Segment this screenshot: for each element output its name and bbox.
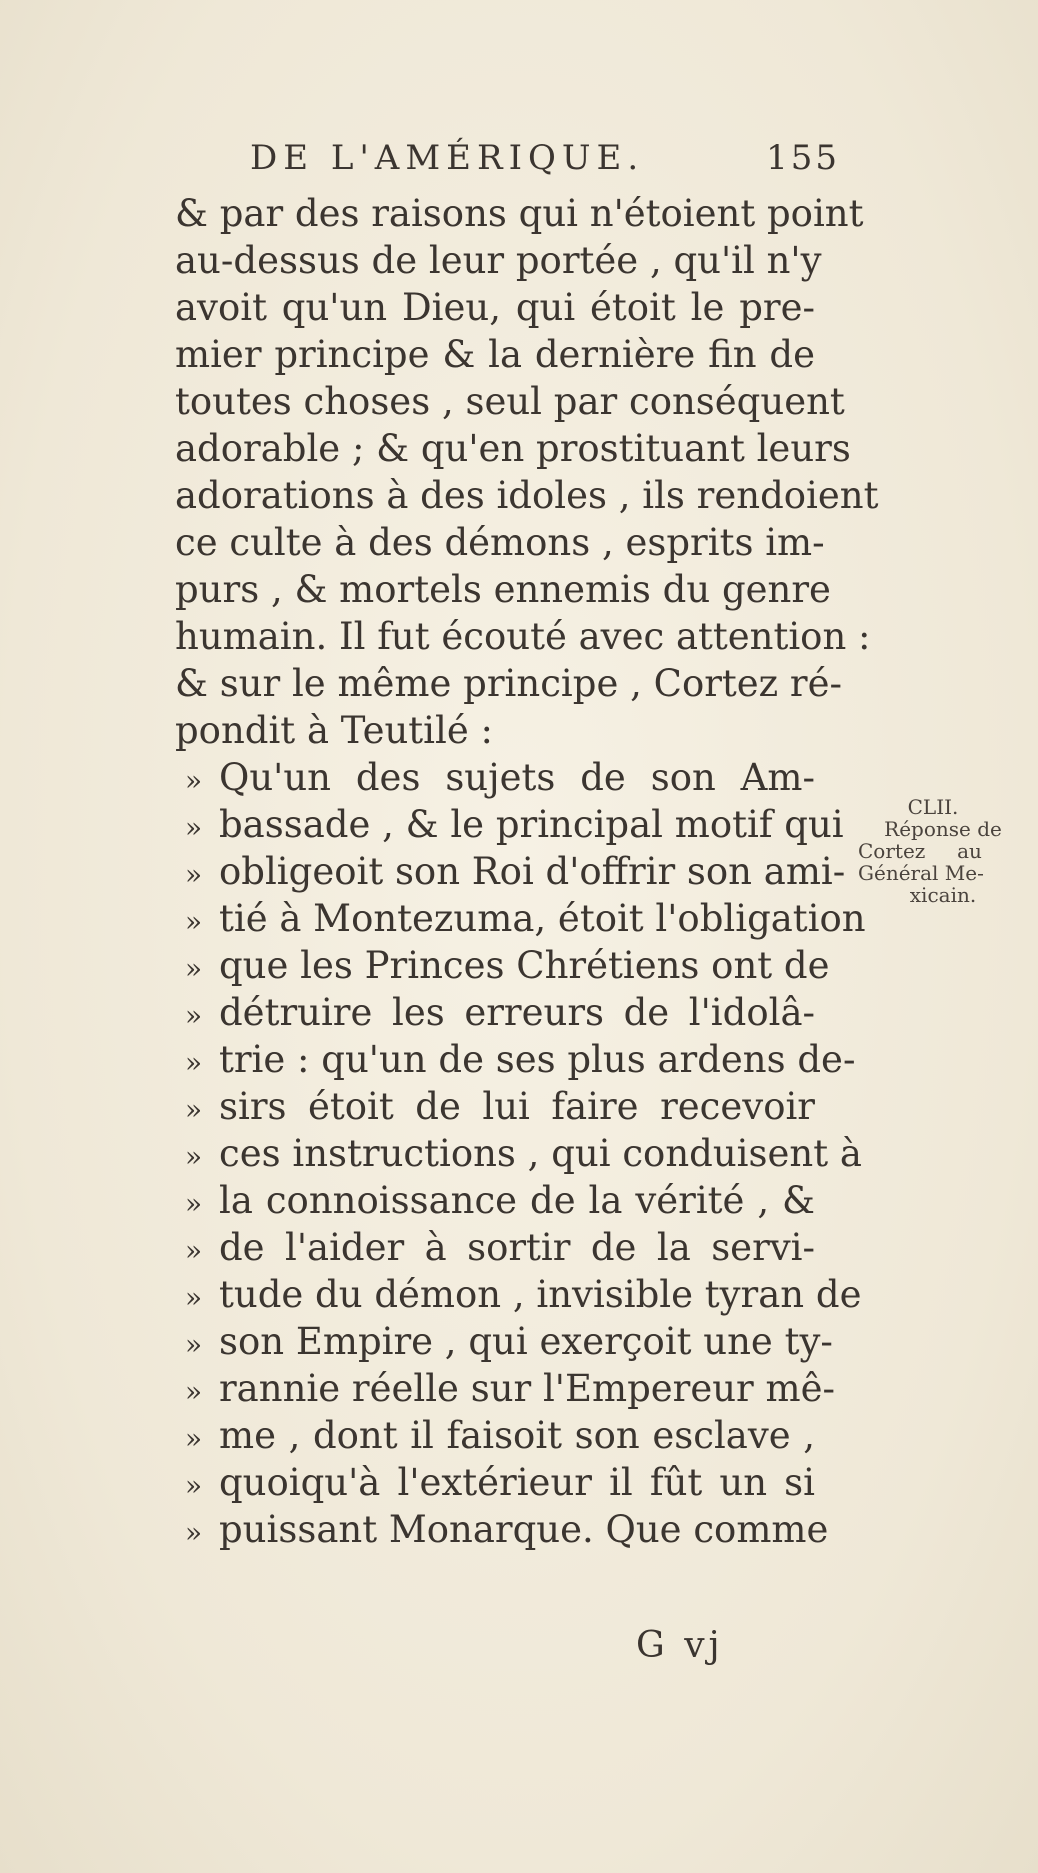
quote-text: la connoissance de la vérité , & [219, 1179, 815, 1222]
quote-text: sirs étoit de lui faire recevoir [219, 1085, 815, 1128]
signature-mark: G vj [636, 1625, 724, 1666]
quote-text: son Empire , qui exerçoit une ty- [219, 1320, 833, 1363]
quote-line [175, 1459, 815, 1506]
quote-line [175, 989, 815, 1036]
quote-line [175, 754, 815, 801]
quote-line [175, 942, 830, 989]
margin-note-line: xicain. [909, 883, 977, 907]
margin-note-line: Général Me- [858, 861, 984, 885]
quote-text: obligeoit son Roi d'offrir son ami- [219, 850, 846, 893]
text-line: mier principe & la dernière fin de [175, 333, 815, 376]
margin-note [858, 796, 1028, 906]
margin-note-number: CLII. [907, 795, 959, 819]
quote-mark: » [185, 1516, 203, 1549]
quote-text: détruire les erreurs de l'idolâ- [219, 991, 815, 1034]
quote-mark: » [185, 905, 203, 938]
quote-mark: » [185, 1046, 203, 1079]
text-line: ce culte à des démons , esprits im- [175, 521, 825, 564]
quote-mark: » [185, 1187, 203, 1220]
text-line: purs , & mortels ennemis du genre [175, 568, 831, 611]
quote-text: rannie réelle sur l'Empereur mê- [219, 1367, 835, 1410]
quote-text: trie : qu'un de ses plus ardens de- [219, 1038, 856, 1081]
quote-line [175, 801, 844, 848]
margin-note-line: Réponse de [884, 817, 1002, 841]
quote-line [175, 1177, 815, 1224]
quote-line [175, 1083, 815, 1130]
body-text [175, 190, 879, 1553]
quote-line [175, 1412, 815, 1459]
quote-text: quoiqu'à l'extérieur il fût un si [219, 1461, 815, 1504]
page-header [250, 138, 840, 188]
quote-line [175, 1130, 862, 1177]
quote-mark: » [185, 1328, 203, 1361]
quote-mark: » [185, 1234, 203, 1267]
quote-text: de l'aider à sortir de la servi- [219, 1226, 815, 1269]
quote-mark: » [185, 811, 203, 844]
quote-text: me , dont il faisoit son esclave , [219, 1414, 815, 1457]
text-line: adorations à des idoles , ils rendoient [175, 474, 879, 517]
quote-line [175, 1365, 835, 1412]
quote-mark: » [185, 1469, 203, 1502]
quote-mark: » [185, 952, 203, 985]
text-line: pondit à Teutilé : [175, 709, 493, 752]
text-line: adorable ; & qu'en prostituant leurs [175, 427, 851, 470]
quote-text: tié à Montezuma, étoit l'obligation [219, 897, 866, 940]
text-line: au-dessus de leur portée , qu'il n'y [175, 239, 822, 282]
quote-line [175, 1224, 815, 1271]
quote-line [175, 1506, 829, 1553]
text-line: & par des raisons qui n'étoient point [175, 192, 864, 235]
quote-text: ces instructions , qui conduisent à [219, 1132, 862, 1175]
quote-text: puissant Monarque. Que comme [219, 1508, 829, 1551]
page-number: 155 [766, 138, 840, 178]
quote-text: Qu'un des sujets de son Am- [219, 756, 815, 799]
quote-mark: » [185, 1140, 203, 1173]
quote-text: tude du démon , invisible tyran de [219, 1273, 862, 1316]
text-line: & sur le même principe , Cortez ré- [175, 662, 843, 705]
quote-line [175, 895, 866, 942]
text-line: humain. Il fut écouté avec attention : [175, 615, 871, 658]
text-line: toutes choses , seul par conséquent [175, 380, 845, 423]
quote-line [175, 1318, 833, 1365]
quote-mark: » [185, 999, 203, 1032]
quote-mark: » [185, 1093, 203, 1126]
quote-mark: » [185, 1422, 203, 1455]
margin-note-line: Cortez au [858, 839, 982, 863]
quote-text: que les Princes Chrétiens ont de [219, 944, 830, 987]
quote-mark: » [185, 858, 203, 891]
quote-line [175, 848, 846, 895]
running-title: DE L'AMÉRIQUE. [250, 138, 645, 178]
quote-text: bassade , & le principal motif qui [219, 803, 844, 846]
quote-mark: » [185, 1281, 203, 1314]
quote-mark: » [185, 1375, 203, 1408]
quote-line [175, 1271, 862, 1318]
quote-mark: » [185, 764, 203, 797]
quote-line [175, 1036, 856, 1083]
text-line: avoit qu'un Dieu, qui étoit le pre- [175, 286, 815, 329]
